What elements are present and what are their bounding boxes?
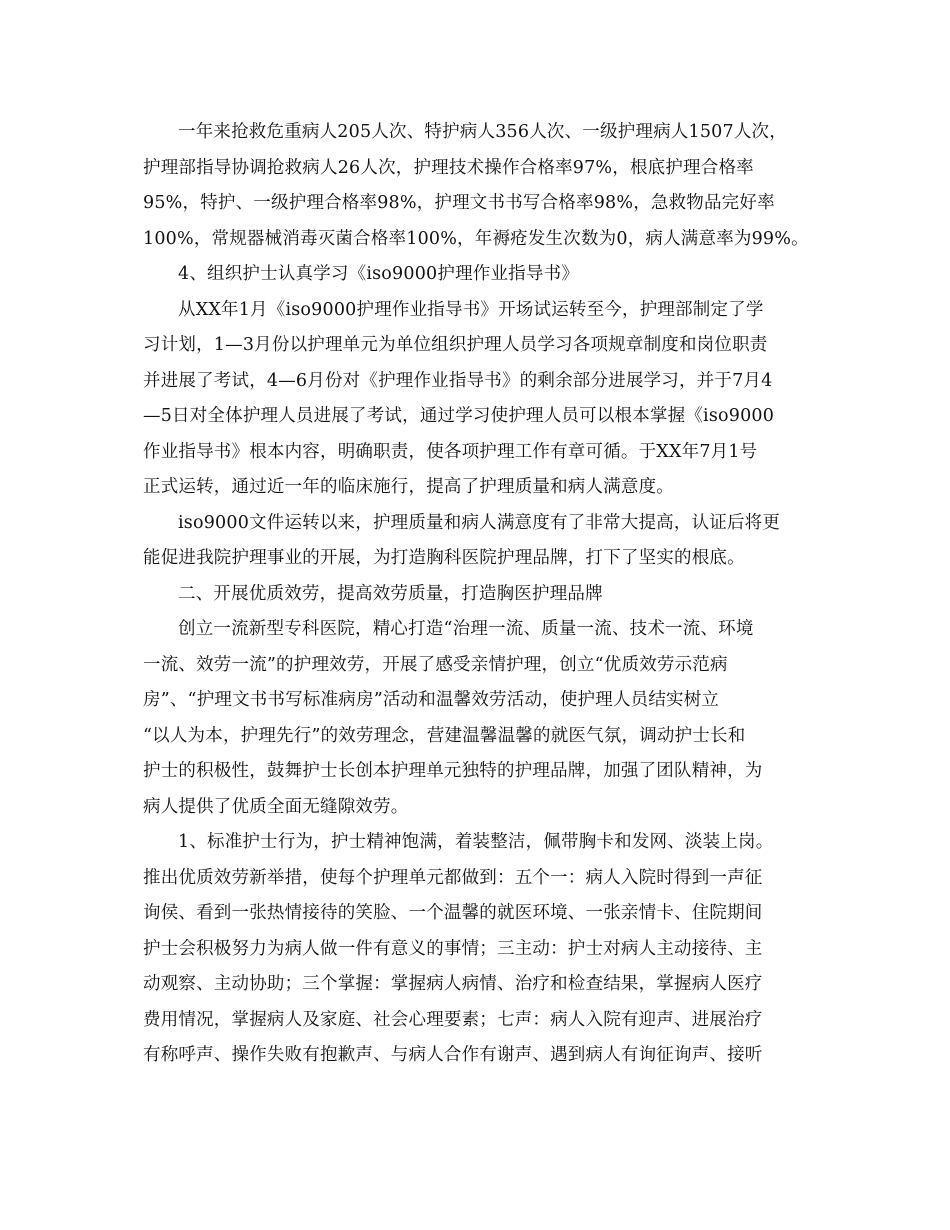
paragraph-line: 费用情况，掌握病人及家庭、社会心理要素；七声：病人入院有迎声、进展治疗	[143, 1010, 763, 1030]
paragraph-line: 推出优质效劳新举措，使每个护理单元都做到：五个一：病人入院时得到一声征	[143, 868, 763, 888]
paragraph-line: 一年来抢救危重病人205人次、特护病人356人次、一级护理病人1507人次，	[178, 122, 787, 142]
paragraph-line: iso9000文件运转以来，护理质量和病人满意度有了非常大提高，认证后将更	[178, 513, 781, 533]
paragraph-line: 1、标准护士行为，护士精神饱满，着装整洁，佩带胸卡和发网、淡装上岗。	[178, 832, 774, 852]
paragraph-line: 护理部指导协调抢救病人26人次，护理技术操作合格率97%，根底护理合格率	[143, 158, 754, 178]
paragraph-line: 100%，常规器械消毒灭菌合格率100%，年褥疮发生次数为0，病人满意率为99%。	[143, 229, 809, 249]
paragraph-line: 动观察、主动协助；三个掌握：掌握病人病情、治疗和检查结果，掌握病人医疗	[143, 974, 763, 994]
paragraph-line: 作业指导书》根本内容，明确职责，使各项护理工作有章可循。于XX年7月1号	[143, 442, 758, 462]
paragraph-line: 正式运转，通过近一年的临床施行，提高了护理质量和病人满意度。	[143, 477, 674, 497]
paragraph-line: 并进展了考试，4—6月份对《护理作业指导书》的剩余部分进展学习，并于7月4	[143, 371, 773, 391]
paragraph-line: 习计划，1—3月份以护理单元为单位组织护理人员学习各项规章制度和岗位职责	[143, 335, 768, 355]
paragraph-line: 护士会积极努力为病人做一件有意义的事情；三主动：护士对病人主动接待、主	[143, 939, 763, 959]
section-heading: 4、组织护士认真学习《iso9000护理作业指导书》	[178, 264, 579, 284]
paragraph-line: 询侯、看到一张热情接待的笑脸、一个温馨的就医环境、一张亲情卡、住院期间	[143, 903, 763, 923]
paragraph-line: 有称呼声、操作失败有抱歉声、与病人合作有谢声、遇到病人有询征询声、接听	[143, 1045, 763, 1065]
section-heading: 二、开展优质效劳，提高效劳质量，打造胸医护理品牌	[178, 584, 603, 604]
paragraph-line: 从XX年1月《iso9000护理作业指导书》开场试运转至今，护理部制定了学	[178, 300, 764, 320]
paragraph-line: 病人提供了优质全面无缝隙效劳。	[143, 797, 409, 817]
paragraph-line: 创立一流新型专科医院，精心打造“治理一流、质量一流、技术一流、环境	[178, 619, 754, 639]
paragraph-line: 能促进我院护理事业的开展，为打造胸科医院护理品牌，打下了坚实的根底。	[143, 548, 745, 568]
paragraph-line: 一流、效劳一流”的护理效劳，开展了感受亲情护理，创立“优质效劳示范病	[143, 655, 728, 675]
paragraph-line: 护士的积极性，鼓舞护士长创本护理单元独特的护理品牌，加强了团队精神，为	[143, 761, 763, 781]
paragraph-line: 95%，特护、一级护理合格率98%，护理文书书写合格率98%，急救物品完好率	[143, 193, 775, 213]
paragraph-line: —5日对全体护理人员进展了考试，通过学习使护理人员可以根本掌握《iso9000	[143, 406, 775, 426]
paragraph-line: 房”、“护理文书书写标准病房”活动和温馨效劳活动，使护理人员结实树立	[143, 690, 720, 710]
paragraph-line: “以人为本，护理先行”的效劳理念，营建温馨温馨的就医气氛，调动护士长和	[143, 726, 746, 746]
